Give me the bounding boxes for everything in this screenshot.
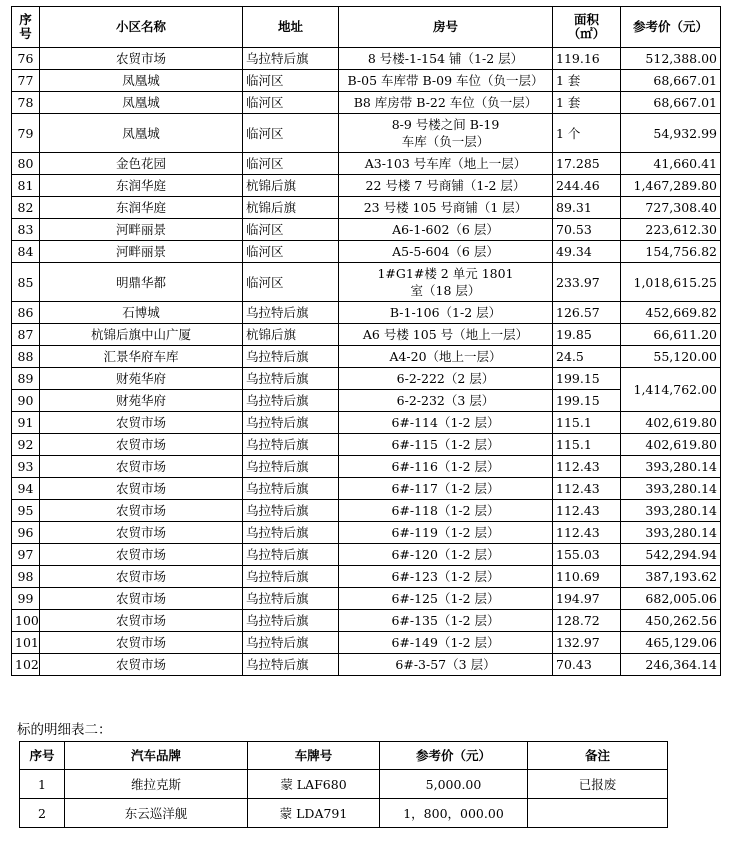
cell-price: 393,280.14: [621, 456, 721, 478]
cell-room: 6#-118（1-2 层）: [339, 500, 553, 522]
cell-brand: 维拉克斯: [65, 770, 248, 799]
property-table: [11, 6, 721, 676]
cell-no: 86: [12, 302, 40, 324]
cell-address: 临河区: [243, 219, 339, 241]
cell-area: 70.43: [553, 654, 621, 676]
cell-plate: 蒙 LDA791: [248, 799, 380, 828]
cell-address: 乌拉特后旗: [243, 346, 339, 368]
cell-community: 财苑华府: [40, 390, 243, 412]
table2-caption: 标的明细表二：: [17, 722, 112, 738]
cell-room: 6-2-222（2 层）: [339, 368, 553, 390]
table-row: [20, 770, 668, 799]
cell-room: 23 号楼 105 号商铺（1 层）: [339, 197, 553, 219]
cell-community: 农贸市场: [40, 456, 243, 478]
cell-plate: 蒙 LAF680: [248, 770, 380, 799]
cell-area: 233.97: [553, 263, 621, 302]
header-brand: 汽车品牌: [65, 742, 248, 770]
cell-room: 6#-115（1-2 层）: [339, 434, 553, 456]
cell-area: 119.16: [553, 48, 621, 70]
cell-community: 农贸市场: [40, 654, 243, 676]
cell-address: 乌拉特后旗: [243, 632, 339, 654]
header-room: 房号: [339, 7, 553, 48]
cell-community: 农贸市场: [40, 632, 243, 654]
header-area: 面积 （㎡）: [553, 7, 621, 48]
cell-address: 乌拉特后旗: [243, 434, 339, 456]
cell-room: 6#-3-57（3 层）: [339, 654, 553, 676]
table-row: [12, 48, 721, 70]
cell-area: 112.43: [553, 500, 621, 522]
cell-no: 83: [12, 219, 40, 241]
cell-price: 682,005.06: [621, 588, 721, 610]
cell-price: 450,262.56: [621, 610, 721, 632]
cell-address: 杭锦后旗: [243, 197, 339, 219]
cell-price: 393,280.14: [621, 522, 721, 544]
cell-no: 94: [12, 478, 40, 500]
cell-no: 96: [12, 522, 40, 544]
cell-room: A4-20（地上一层）: [339, 346, 553, 368]
cell-price: 393,280.14: [621, 478, 721, 500]
table-row: [12, 456, 721, 478]
cell-brand: 东云巡洋舰: [65, 799, 248, 828]
table-row: [12, 544, 721, 566]
cell-room: A5-5-604（6 层）: [339, 241, 553, 263]
cell-area: 1 套: [553, 70, 621, 92]
cell-area: 194.97: [553, 588, 621, 610]
cell-community: 农贸市场: [40, 610, 243, 632]
table-row: [12, 70, 721, 92]
cell-area: 17.285: [553, 153, 621, 175]
table-row: [12, 324, 721, 346]
cell-price: 223,612.30: [621, 219, 721, 241]
cell-community: 石博城: [40, 302, 243, 324]
cell-price: 66,611.20: [621, 324, 721, 346]
table-row: [12, 263, 721, 302]
cell-room: A3-103 号车库（地上一层）: [339, 153, 553, 175]
cell-address: 乌拉特后旗: [243, 412, 339, 434]
cell-price: 68,667.01: [621, 70, 721, 92]
table-row: [12, 114, 721, 153]
cell-price: 512,388.00: [621, 48, 721, 70]
header-price: 参考价（元）: [621, 7, 721, 48]
cell-address: 临河区: [243, 70, 339, 92]
table-header-row: [20, 742, 668, 770]
cell-community: 财苑华府: [40, 368, 243, 390]
cell-area: 115.1: [553, 412, 621, 434]
cell-area: 24.5: [553, 346, 621, 368]
cell-community: 汇景华府车库: [40, 346, 243, 368]
cell-area: 155.03: [553, 544, 621, 566]
cell-community: 河畔丽景: [40, 219, 243, 241]
cell-room: 1#G1#楼 2 单元 1801 室（18 层）: [339, 263, 553, 302]
cell-no: 100: [12, 610, 40, 632]
table-row: [12, 346, 721, 368]
cell-area: 199.15: [553, 390, 621, 412]
cell-area: 112.43: [553, 478, 621, 500]
cell-address: 临河区: [243, 114, 339, 153]
cell-room: 6#-125（1-2 层）: [339, 588, 553, 610]
cell-no: 2: [20, 799, 65, 828]
cell-price: 727,308.40: [621, 197, 721, 219]
cell-area: 112.43: [553, 456, 621, 478]
cell-area: 112.43: [553, 522, 621, 544]
cell-no: 99: [12, 588, 40, 610]
cell-room: 22 号楼 7 号商铺（1-2 层）: [339, 175, 553, 197]
cell-price: 1,018,615.25: [621, 263, 721, 302]
table-row: [12, 302, 721, 324]
cell-area: 89.31: [553, 197, 621, 219]
cell-price: 452,669.82: [621, 302, 721, 324]
cell-no: 81: [12, 175, 40, 197]
cell-address: 临河区: [243, 263, 339, 302]
cell-address: 乌拉特后旗: [243, 610, 339, 632]
cell-price: 402,619.80: [621, 434, 721, 456]
cell-no: 79: [12, 114, 40, 153]
cell-room: 6#-116（1-2 层）: [339, 456, 553, 478]
cell-community: 农贸市场: [40, 48, 243, 70]
table-row: [12, 632, 721, 654]
cell-address: 乌拉特后旗: [243, 390, 339, 412]
cell-community: 农贸市场: [40, 588, 243, 610]
cell-address: 乌拉特后旗: [243, 654, 339, 676]
table-row: [20, 799, 668, 828]
vehicle-table: [19, 741, 668, 828]
cell-room: B-1-106（1-2 层）: [339, 302, 553, 324]
cell-community: 农贸市场: [40, 478, 243, 500]
cell-no: 82: [12, 197, 40, 219]
cell-room: 6#-119（1-2 层）: [339, 522, 553, 544]
cell-community: 凤凰城: [40, 70, 243, 92]
cell-no: 92: [12, 434, 40, 456]
cell-room: 6-2-232（3 层）: [339, 390, 553, 412]
cell-price: 41,660.41: [621, 153, 721, 175]
cell-note: [528, 799, 668, 828]
cell-no: 91: [12, 412, 40, 434]
cell-no: 101: [12, 632, 40, 654]
cell-address: 临河区: [243, 153, 339, 175]
cell-area: 244.46: [553, 175, 621, 197]
cell-no: 93: [12, 456, 40, 478]
cell-no: 1: [20, 770, 65, 799]
cell-community: 明鼎华都: [40, 263, 243, 302]
cell-price: 68,667.01: [621, 92, 721, 114]
table-row: [12, 566, 721, 588]
cell-room: B-05 车库带 B-09 车位（负一层）: [339, 70, 553, 92]
table-row: [12, 610, 721, 632]
cell-room: 6#-149（1-2 层）: [339, 632, 553, 654]
cell-address: 杭锦后旗: [243, 324, 339, 346]
header-no: 序 号: [12, 7, 40, 48]
cell-no: 76: [12, 48, 40, 70]
header-no: 序号: [20, 742, 65, 770]
cell-address: 乌拉特后旗: [243, 588, 339, 610]
cell-address: 乌拉特后旗: [243, 544, 339, 566]
table-row: [12, 478, 721, 500]
cell-community: 金色花园: [40, 153, 243, 175]
cell-no: 88: [12, 346, 40, 368]
cell-address: 乌拉特后旗: [243, 368, 339, 390]
cell-price: 154,756.82: [621, 241, 721, 263]
cell-note: 已报废: [528, 770, 668, 799]
table-row: [12, 241, 721, 263]
cell-no: 77: [12, 70, 40, 92]
cell-area: 19.85: [553, 324, 621, 346]
cell-price: 1,414,762.00: [621, 368, 721, 412]
cell-room: 6#-117（1-2 层）: [339, 478, 553, 500]
cell-community: 农贸市场: [40, 522, 243, 544]
cell-address: 乌拉特后旗: [243, 302, 339, 324]
cell-price: 387,193.62: [621, 566, 721, 588]
cell-address: 临河区: [243, 92, 339, 114]
table-row: [12, 368, 721, 390]
cell-no: 87: [12, 324, 40, 346]
cell-room: 6#-135（1-2 层）: [339, 610, 553, 632]
cell-price: 393,280.14: [621, 500, 721, 522]
cell-room: 6#-123（1-2 层）: [339, 566, 553, 588]
cell-room: 8-9 号楼之间 B-19 车库（负一层）: [339, 114, 553, 153]
header-price: 参考价（元）: [380, 742, 528, 770]
cell-address: 杭锦后旗: [243, 175, 339, 197]
cell-price: 1，800，000.00: [380, 799, 528, 828]
cell-community: 凤凰城: [40, 114, 243, 153]
table-row: [12, 219, 721, 241]
cell-room: A6 号楼 105 号（地上一层）: [339, 324, 553, 346]
cell-area: 110.69: [553, 566, 621, 588]
cell-price: 542,294.94: [621, 544, 721, 566]
cell-no: 84: [12, 241, 40, 263]
cell-community: 河畔丽景: [40, 241, 243, 263]
cell-no: 89: [12, 368, 40, 390]
cell-area: 132.97: [553, 632, 621, 654]
cell-no: 90: [12, 390, 40, 412]
table-row: [12, 175, 721, 197]
cell-area: 128.72: [553, 610, 621, 632]
cell-price: 5,000.00: [380, 770, 528, 799]
cell-community: 农贸市场: [40, 412, 243, 434]
cell-community: 农贸市场: [40, 544, 243, 566]
cell-address: 乌拉特后旗: [243, 48, 339, 70]
cell-room: B8 库房带 B-22 车位（负一层）: [339, 92, 553, 114]
table-row: [12, 153, 721, 175]
table-row: [12, 92, 721, 114]
cell-area: 126.57: [553, 302, 621, 324]
cell-area: 1 个: [553, 114, 621, 153]
cell-area: 70.53: [553, 219, 621, 241]
table-row: [12, 654, 721, 676]
cell-no: 95: [12, 500, 40, 522]
cell-area: 1 套: [553, 92, 621, 114]
table-row: [12, 434, 721, 456]
cell-community: 农贸市场: [40, 500, 243, 522]
cell-no: 102: [12, 654, 40, 676]
cell-price: 55,120.00: [621, 346, 721, 368]
table-row: [12, 390, 721, 412]
cell-room: A6-1-602（6 层）: [339, 219, 553, 241]
cell-address: 乌拉特后旗: [243, 456, 339, 478]
cell-price: 465,129.06: [621, 632, 721, 654]
table-row: [12, 522, 721, 544]
cell-address: 乌拉特后旗: [243, 522, 339, 544]
cell-room: 6#-114（1-2 层）: [339, 412, 553, 434]
header-note: 备注: [528, 742, 668, 770]
table-row: [12, 197, 721, 219]
cell-community: 东润华庭: [40, 197, 243, 219]
header-address: 地址: [243, 7, 339, 48]
cell-price: 1,467,289.80: [621, 175, 721, 197]
cell-price: 246,364.14: [621, 654, 721, 676]
cell-no: 97: [12, 544, 40, 566]
cell-address: 临河区: [243, 241, 339, 263]
cell-address: 乌拉特后旗: [243, 500, 339, 522]
cell-address: 乌拉特后旗: [243, 478, 339, 500]
cell-community: 凤凰城: [40, 92, 243, 114]
cell-area: 115.1: [553, 434, 621, 456]
cell-no: 85: [12, 263, 40, 302]
cell-no: 80: [12, 153, 40, 175]
cell-address: 乌拉特后旗: [243, 566, 339, 588]
cell-area: 49.34: [553, 241, 621, 263]
table-row: [12, 500, 721, 522]
cell-no: 98: [12, 566, 40, 588]
cell-price: 54,932.99: [621, 114, 721, 153]
cell-community: 农贸市场: [40, 566, 243, 588]
cell-community: 农贸市场: [40, 434, 243, 456]
cell-room: 8 号楼-1-154 铺（1-2 层）: [339, 48, 553, 70]
cell-no: 78: [12, 92, 40, 114]
table-row: [12, 412, 721, 434]
cell-room: 6#-120（1-2 层）: [339, 544, 553, 566]
table-header-row: [12, 7, 721, 48]
cell-community: 东润华庭: [40, 175, 243, 197]
cell-community: 杭锦后旗中山广厦: [40, 324, 243, 346]
cell-area: 199.15: [553, 368, 621, 390]
header-plate: 车牌号: [248, 742, 380, 770]
header-community: 小区名称: [40, 7, 243, 48]
table-row: [12, 588, 721, 610]
cell-price: 402,619.80: [621, 412, 721, 434]
